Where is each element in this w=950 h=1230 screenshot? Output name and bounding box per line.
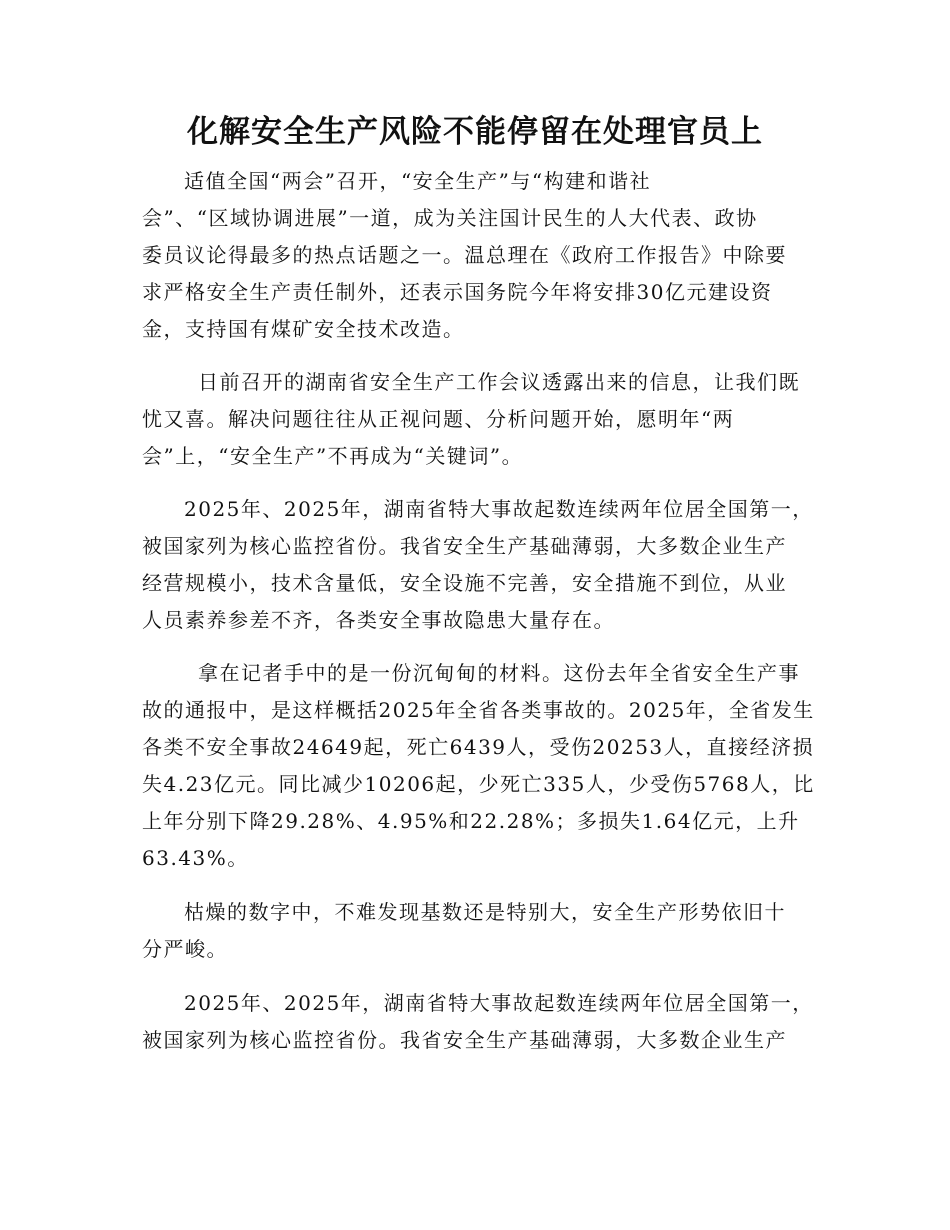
paragraph-line: 被国家列为核心监控省份。我省安全生产基础薄弱，大多数企业生产	[142, 534, 787, 558]
paragraph-3	[142, 491, 814, 639]
paragraph-line: 各类不安全事故24649起，死亡6439人，受伤20253人，直接经济损	[142, 735, 815, 759]
paragraph-2	[142, 364, 808, 475]
paragraph-4	[142, 655, 815, 877]
paragraph-line: 会”、“区域协调进展”一道，成为关注国计民生的人大代表、政协	[142, 206, 758, 230]
paragraph-line: 2025年、2025年，湖南省特大事故起数连续两年位居全国第一，	[184, 497, 814, 521]
paragraph-line: 金，支持国有煤矿安全技术改造。	[142, 317, 465, 341]
paragraph-line: 适值全国“两会”召开，“安全生产”与“构建和谐社	[184, 169, 652, 193]
paragraph-line: 故的通报中，是这样概括2025年全省各类事故的。2025年，全省发生	[142, 698, 815, 722]
paragraph-line: 失4.23亿元。同比减少10206起，少死亡335人，少受伤5768人，比	[142, 772, 815, 796]
paragraph-line: 63.43%。	[142, 846, 249, 870]
paragraph-line: 人员素养参差不齐，各类安全事故隐患大量存在。	[142, 608, 615, 632]
paragraph-1	[142, 163, 808, 348]
paragraph-line: 委员议论得最多的热点话题之一。温总理在《政府工作报告》中除要	[142, 243, 787, 267]
paragraph-line: 会”上，“安全生产”不再成为“关键词”。	[142, 444, 524, 468]
paragraph-line: 求严格安全生产责任制外，还表示国务院今年将安排30亿元建设资	[142, 280, 773, 304]
document-title: 化解安全生产风险不能停留在处理官员上	[187, 114, 763, 150]
paragraph-line: 拿在记者手中的是一份沉甸甸的材料。这份去年全省安全生产事	[198, 661, 800, 685]
paragraph-line: 分严峻。	[142, 937, 228, 961]
paragraph-line: 枯燥的数字中，不难发现基数还是特别大，安全生产形势依旧十	[184, 900, 786, 924]
paragraph-line: 日前召开的湖南省安全生产工作会议透露出来的信息，让我们既	[198, 370, 800, 394]
paragraph-line: 上年分别下降29.28%、4.95%和22.28%；多损失1.64亿元，上升	[142, 809, 800, 833]
paragraph-line: 经营规模小，技术含量低，安全设施不完善，安全措施不到位，从业	[142, 571, 787, 595]
paragraph-line: 2025年、2025年，湖南省特大事故起数连续两年位居全国第一，	[184, 991, 814, 1015]
paragraph-5	[142, 894, 808, 968]
paragraph-line: 被国家列为核心监控省份。我省安全生产基础薄弱，大多数企业生产	[142, 1028, 787, 1052]
paragraph-6	[142, 985, 814, 1059]
paragraph-line: 忧又喜。解决问题往往从正视问题、分析问题开始，愿明年“两	[142, 407, 735, 431]
